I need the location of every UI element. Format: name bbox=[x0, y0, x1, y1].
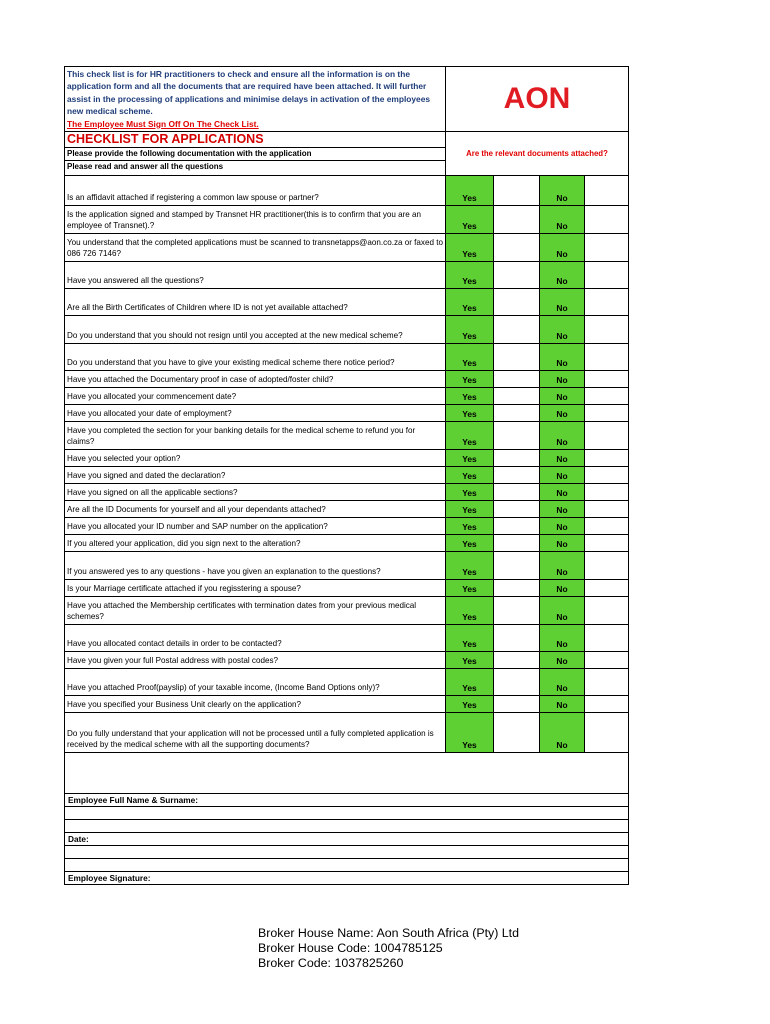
no-checkbox[interactable] bbox=[585, 289, 628, 315]
question-row bbox=[65, 501, 628, 518]
yes-label: Yes bbox=[446, 289, 494, 315]
yes-label: Yes bbox=[446, 625, 494, 651]
question-row bbox=[65, 176, 628, 206]
no-checkbox[interactable] bbox=[585, 206, 628, 233]
yes-label: Yes bbox=[446, 344, 494, 370]
spacer-row bbox=[65, 820, 628, 833]
broker-details bbox=[258, 926, 519, 970]
yes-label: Yes bbox=[446, 669, 494, 695]
yes-label: Yes bbox=[446, 388, 494, 404]
no-checkbox[interactable] bbox=[585, 262, 628, 288]
question-text: Is your Marriage certificate attached if you regisstering a spouse? bbox=[65, 580, 446, 596]
yes-label: Yes bbox=[446, 518, 494, 534]
attached-header: Are the relevant documents attached? bbox=[466, 149, 608, 158]
question-text: Have you signed on all the applicable sections? bbox=[65, 484, 446, 500]
question-text: Are all the ID Documents for yourself and all your dependants attached? bbox=[65, 501, 446, 517]
no-label: No bbox=[540, 535, 585, 551]
yes-checkbox[interactable] bbox=[494, 289, 540, 315]
question-row bbox=[65, 234, 628, 262]
no-checkbox[interactable] bbox=[585, 518, 628, 534]
no-checkbox[interactable] bbox=[585, 552, 628, 579]
question-row bbox=[65, 713, 628, 753]
yes-checkbox[interactable] bbox=[494, 422, 540, 449]
yes-checkbox[interactable] bbox=[494, 450, 540, 466]
no-checkbox[interactable] bbox=[585, 535, 628, 551]
question-text: Have you attached Proof(payslip) of your taxable income, (Income Band Options only)? bbox=[65, 669, 446, 695]
yes-label: Yes bbox=[446, 234, 494, 261]
question-list bbox=[65, 176, 628, 753]
question-text: Have you allocated your ID number and SAP number on the application? bbox=[65, 518, 446, 534]
no-label: No bbox=[540, 501, 585, 517]
yes-label: Yes bbox=[446, 422, 494, 449]
question-row bbox=[65, 625, 628, 652]
yes-checkbox[interactable] bbox=[494, 467, 540, 483]
no-checkbox[interactable] bbox=[585, 669, 628, 695]
must-sign-notice: The Employee Must Sign Off On The Check List. bbox=[67, 118, 259, 129]
no-label: No bbox=[540, 344, 585, 370]
yes-checkbox[interactable] bbox=[494, 234, 540, 261]
spacer-row bbox=[65, 859, 628, 872]
no-checkbox[interactable] bbox=[585, 371, 628, 387]
no-label: No bbox=[540, 518, 585, 534]
question-text: You understand that the completed applications must be scanned to transnetapps@aon.co.za or faxed to 086 726 7146? bbox=[65, 234, 446, 261]
question-text: Have you allocated your commencement date? bbox=[65, 388, 446, 404]
question-row bbox=[65, 552, 628, 580]
question-row bbox=[65, 484, 628, 501]
no-checkbox[interactable] bbox=[585, 580, 628, 596]
no-checkbox[interactable] bbox=[585, 484, 628, 500]
no-checkbox[interactable] bbox=[585, 450, 628, 466]
question-text: Is the application signed and stamped by Transnet HR practitioner(this is to confirm that you are an employee of Transnet).? bbox=[65, 206, 446, 233]
no-checkbox[interactable] bbox=[585, 652, 628, 668]
aon-logo: AON bbox=[503, 82, 571, 115]
no-label: No bbox=[540, 696, 585, 712]
question-text: Is an affidavit attached if registering a common law spouse or partner? bbox=[65, 176, 446, 205]
yes-checkbox[interactable] bbox=[494, 262, 540, 288]
yes-checkbox[interactable] bbox=[494, 696, 540, 712]
no-label: No bbox=[540, 652, 585, 668]
yes-checkbox[interactable] bbox=[494, 344, 540, 370]
no-checkbox[interactable] bbox=[585, 316, 628, 343]
yes-checkbox[interactable] bbox=[494, 652, 540, 668]
no-label: No bbox=[540, 316, 585, 343]
question-text: Have you given your full Postal address with postal codes? bbox=[65, 652, 446, 668]
no-label: No bbox=[540, 450, 585, 466]
question-row bbox=[65, 467, 628, 484]
question-row bbox=[65, 597, 628, 625]
no-label: No bbox=[540, 552, 585, 579]
yes-label: Yes bbox=[446, 405, 494, 421]
title-row bbox=[65, 132, 628, 176]
yes-label: Yes bbox=[446, 597, 494, 624]
no-label: No bbox=[540, 467, 585, 483]
question-text: Do you understand that you should not resign until you accepted at the new medical scheme? bbox=[65, 316, 446, 343]
question-text: Have you completed the section for your banking details for the medical scheme to refund you for claims? bbox=[65, 422, 446, 449]
yes-checkbox[interactable] bbox=[494, 405, 540, 421]
yes-checkbox[interactable] bbox=[494, 206, 540, 233]
yes-label: Yes bbox=[446, 535, 494, 551]
question-text: Have you specified your Business Unit clearly on the application? bbox=[65, 696, 446, 712]
yes-label: Yes bbox=[446, 696, 494, 712]
no-label: No bbox=[540, 289, 585, 315]
broker-house-name: Broker House Name: Aon South Africa (Pty) Ltd bbox=[258, 926, 520, 940]
checklist-form bbox=[64, 66, 629, 885]
question-row bbox=[65, 580, 628, 597]
no-checkbox[interactable] bbox=[585, 422, 628, 449]
no-label: No bbox=[540, 597, 585, 624]
question-text: Have you allocated your date of employment? bbox=[65, 405, 446, 421]
no-label: No bbox=[540, 388, 585, 404]
question-text: If you altered your application, did you sign next to the alteration? bbox=[65, 535, 446, 551]
no-label: No bbox=[540, 206, 585, 233]
yes-label: Yes bbox=[446, 552, 494, 579]
question-row bbox=[65, 405, 628, 422]
no-checkbox[interactable] bbox=[585, 388, 628, 404]
question-row bbox=[65, 422, 628, 450]
instruction-provide: Please provide the following documentation with the application bbox=[65, 148, 445, 161]
yes-checkbox[interactable] bbox=[494, 535, 540, 551]
question-row bbox=[65, 344, 628, 371]
question-row bbox=[65, 316, 628, 344]
yes-checkbox[interactable] bbox=[494, 597, 540, 624]
no-label: No bbox=[540, 713, 585, 752]
intro-paragraph: This check list is for HR practitioners to check and ensure all the information is on the application form and all the documents that are required have been attached. It will further assist in the processing of applications and minimise delays in activation of the employees new medical scheme. bbox=[67, 69, 431, 117]
question-text: Have you attached the Documentary proof in case of adopted/foster child? bbox=[65, 371, 446, 387]
no-label: No bbox=[540, 669, 585, 695]
yes-label: Yes bbox=[446, 713, 494, 752]
yes-checkbox[interactable] bbox=[494, 518, 540, 534]
yes-label: Yes bbox=[446, 371, 494, 387]
yes-checkbox[interactable] bbox=[494, 484, 540, 500]
no-label: No bbox=[540, 405, 585, 421]
title-block bbox=[65, 132, 446, 175]
question-row bbox=[65, 652, 628, 669]
no-checkbox[interactable] bbox=[585, 234, 628, 261]
yes-checkbox[interactable] bbox=[494, 669, 540, 695]
no-checkbox[interactable] bbox=[585, 344, 628, 370]
yes-checkbox[interactable] bbox=[494, 552, 540, 579]
logo-cell bbox=[446, 67, 628, 131]
yes-label: Yes bbox=[446, 176, 494, 205]
question-row bbox=[65, 535, 628, 552]
no-label: No bbox=[540, 262, 585, 288]
yes-label: Yes bbox=[446, 467, 494, 483]
date-label: Date: bbox=[65, 833, 628, 846]
question-row bbox=[65, 289, 628, 316]
date-field[interactable] bbox=[65, 846, 628, 859]
page-title: CHECKLIST FOR APPLICATIONS bbox=[65, 132, 445, 148]
no-label: No bbox=[540, 176, 585, 205]
yes-checkbox[interactable] bbox=[494, 625, 540, 651]
no-checkbox[interactable] bbox=[585, 501, 628, 517]
yes-label: Yes bbox=[446, 580, 494, 596]
question-text: Have you signed and dated the declaration? bbox=[65, 467, 446, 483]
question-row bbox=[65, 450, 628, 467]
question-text: Have you attached the Membership certificates with termination dates from your previous medical schemes? bbox=[65, 597, 446, 624]
no-label: No bbox=[540, 422, 585, 449]
yes-checkbox[interactable] bbox=[494, 501, 540, 517]
yes-checkbox[interactable] bbox=[494, 371, 540, 387]
broker-house-code: Broker House Code: 1004785125 bbox=[258, 940, 443, 955]
yes-label: Yes bbox=[446, 652, 494, 668]
yes-checkbox[interactable] bbox=[494, 388, 540, 404]
question-row bbox=[65, 262, 628, 289]
no-label: No bbox=[540, 371, 585, 387]
header-row bbox=[65, 67, 628, 132]
no-label: No bbox=[540, 625, 585, 651]
blank-row bbox=[65, 753, 628, 794]
yes-label: Yes bbox=[446, 450, 494, 466]
instruction-read: Please read and answer all the questions bbox=[67, 162, 224, 171]
no-checkbox[interactable] bbox=[585, 405, 628, 421]
intro-text bbox=[65, 67, 446, 131]
no-checkbox[interactable] bbox=[585, 467, 628, 483]
question-text: If you answered yes to any questions - have you given an explanation to the questions? bbox=[65, 552, 446, 579]
yes-label: Yes bbox=[446, 206, 494, 233]
yes-checkbox[interactable] bbox=[494, 713, 540, 752]
signature-label: Employee Signature: bbox=[68, 873, 151, 883]
no-label: No bbox=[540, 484, 585, 500]
yes-checkbox[interactable] bbox=[494, 316, 540, 343]
name-label: Employee Full Name & Surname: bbox=[65, 794, 628, 807]
no-label: No bbox=[540, 234, 585, 261]
no-checkbox[interactable] bbox=[585, 696, 628, 712]
no-checkbox[interactable] bbox=[585, 713, 628, 752]
question-text: Are all the Birth Certificates of Children where ID is not yet available attached? bbox=[65, 289, 446, 315]
yes-checkbox[interactable] bbox=[494, 580, 540, 596]
no-checkbox[interactable] bbox=[585, 176, 628, 205]
question-text: Have you selected your option? bbox=[65, 450, 446, 466]
question-row bbox=[65, 206, 628, 234]
question-row bbox=[65, 371, 628, 388]
yes-checkbox[interactable] bbox=[494, 176, 540, 205]
no-checkbox[interactable] bbox=[585, 597, 628, 624]
yes-label: Yes bbox=[446, 501, 494, 517]
question-row bbox=[65, 388, 628, 405]
no-checkbox[interactable] bbox=[585, 625, 628, 651]
question-text: Have you allocated contact details in order to be contacted? bbox=[65, 625, 446, 651]
question-text: Do you fully understand that your application will not be processed until a fully completed application is received by the medical scheme with all the supporting documents? bbox=[65, 713, 446, 752]
no-label: No bbox=[540, 580, 585, 596]
name-field[interactable] bbox=[65, 807, 628, 820]
question-row bbox=[65, 669, 628, 696]
question-text: Have you answered all the questions? bbox=[65, 262, 446, 288]
yes-label: Yes bbox=[446, 484, 494, 500]
question-row bbox=[65, 518, 628, 535]
question-row bbox=[65, 696, 628, 713]
question-text: Do you understand that you have to give your existing medical scheme there notice period? bbox=[65, 344, 446, 370]
yes-label: Yes bbox=[446, 262, 494, 288]
yes-label: Yes bbox=[446, 316, 494, 343]
broker-code: Broker Code: 1037825260 bbox=[258, 955, 404, 970]
